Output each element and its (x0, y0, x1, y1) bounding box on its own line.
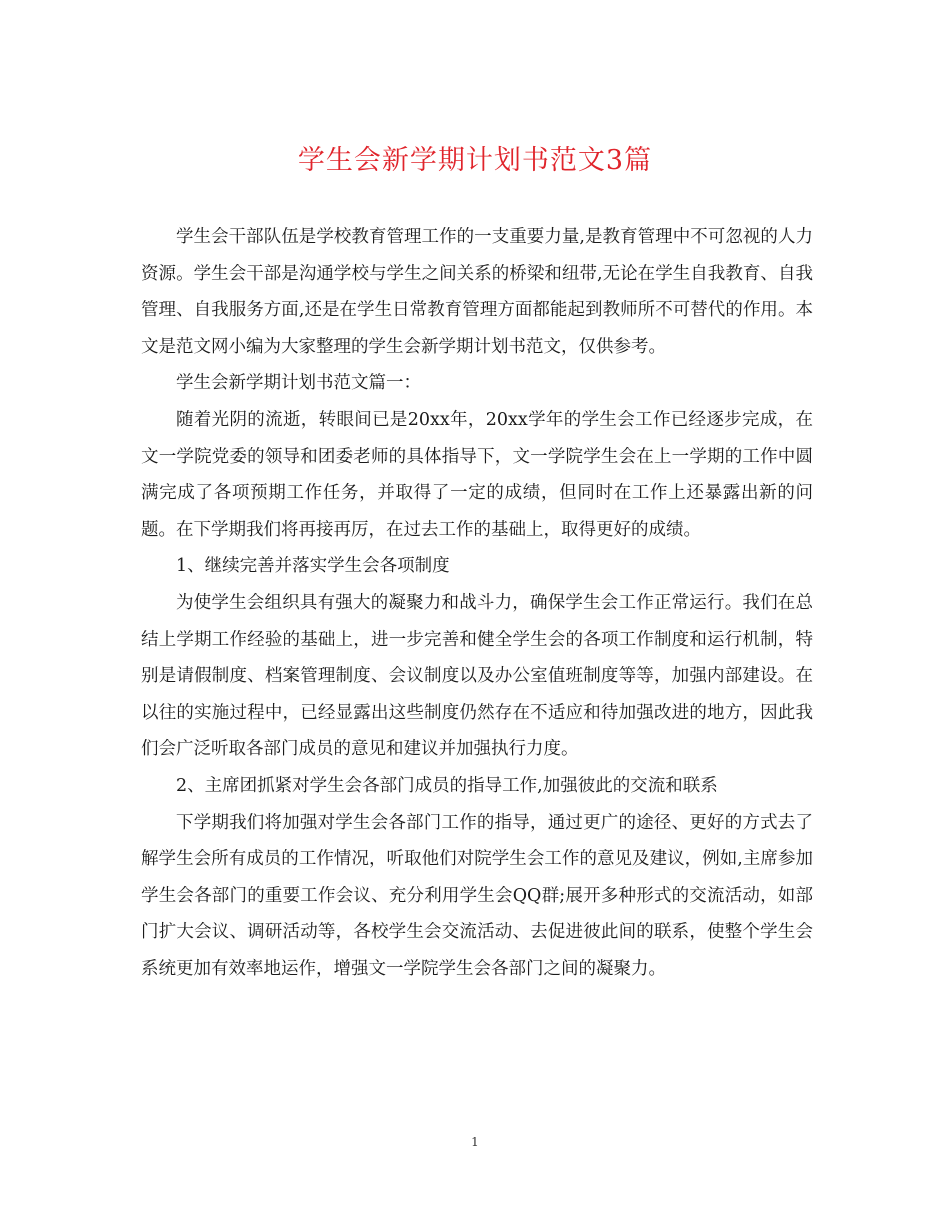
document-title: 学生会新学期计划书范文3篇 (297, 145, 653, 176)
paragraph-review: 随着光阴的流逝，转眼间已是20xx年，20xx学年的学生会工作已经逐步完成，在文一学院党委的领导和团委老师的具体指导下，文一学院学生会在上一学期的工作中圆满完成了各项预期工作任务，并取得了一定的成绩，但同时在工作上还暴露出新的问题。在下学期我们将再接再厉，在过去工作的基础上，取得更好的成绩。 (141, 409, 813, 540)
paragraph-intro: 学生会干部队伍是学校教育管理工作的一支重要力量,是教育管理中不可忽视的人力资源。学生会干部是沟通学校与学生之间关系的桥梁和纽带,无论在学生自我教育、自我管理、自我服务方面,还是在学生日常教育管理方面都能起到教师所不可替代的作用。本文是范文网小编为大家整理的学生会新学期计划书范文，仅供参考。 (141, 227, 813, 357)
document-body (141, 219, 813, 987)
page-number: 1 (471, 1135, 479, 1149)
item-heading-2: 2、主席团抓紧对学生会各部门成员的指导工作,加强彼此的交流和联系 (176, 775, 718, 796)
section-heading-part-one: 学生会新学期计划书范文篇一： (176, 373, 421, 394)
item-heading-1: 1、继续完善并落实学生会各项制度 (176, 556, 450, 577)
paragraph-item-1: 为使学生会组织具有强大的凝聚力和战斗力，确保学生会工作正常运行。我们在总结上学期工作经验的基础上，进一步完善和健全学生会的各项工作制度和运行机制，特别是请假制度、档案管理制度、会议制度以及办公室值班制度等等，加强内部建设。在以往的实施过程中，已经显露出这些制度仍然存在不适应和待加强改进的地方，因此我们会广泛听取各部门成员的意见和建议并加强执行力度。 (141, 592, 813, 760)
paragraph-item-2: 下学期我们将加强对学生会各部门工作的指导，通过更广的途径、更好的方式去了解学生会所有成员的工作情况，听取他们对院学生会工作的意见及建议，例如,主席参加学生会各部门的重要工作会议、充分利用学生会QQ群;展开多种形式的交流活动，如部门扩大会议、调研活动等，各校学生会交流活动、去促进彼此间的联系，使整个学生会系统更加有效率地运作，增强文一学院学生会各部门之间的凝聚力。 (141, 812, 813, 979)
